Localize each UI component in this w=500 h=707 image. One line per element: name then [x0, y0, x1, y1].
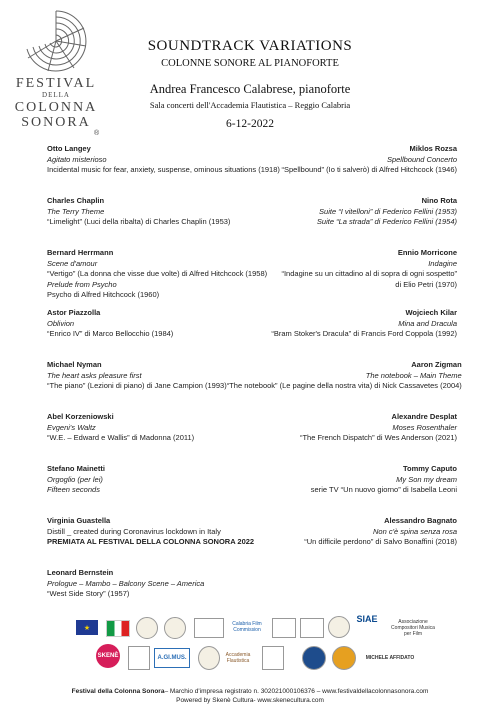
composer-name: Stefano Mainetti: [47, 464, 105, 473]
ministry-emblem-icon: [164, 617, 186, 639]
program-row: [47, 144, 457, 196]
footer-line-2: Powered by Skenè Cultura- www.skenecultura.com: [176, 697, 324, 704]
footer-registration: – Marchio d'impresa registrato n. 302021000106376 – www.festivaldellacolonnasonora.com: [164, 688, 429, 695]
film-credit: Psycho di Alfred Hitchcock (1960): [47, 290, 160, 299]
piece-title: Oblivion: [47, 318, 75, 328]
composer-name: Ennio Morricone: [397, 248, 457, 257]
concert-header: [120, 38, 380, 134]
sponsor-logo: [300, 618, 324, 638]
michele-affidato-logo: MICHELE AFFIDATO: [365, 655, 415, 661]
film-credit: “Bram Stoker's Dracula” di Francis Ford Coppola (1992): [271, 329, 457, 338]
composer-name: Michael Nyman: [47, 360, 102, 369]
piece-title: My Son my dream: [396, 474, 457, 484]
film-credit: “Spellbound” (Io ti salverò) di Alfred Hitchcock (1946): [281, 165, 457, 174]
film-credit: Incidental music for fear, anxiety, suspense, ominous situations (1918): [47, 165, 280, 174]
acmf-logo: Associazione Compositori Musica per Film: [391, 619, 435, 637]
film-credit: “Enrico IV” di Marco Bellocchio (1984): [47, 329, 174, 338]
composer-name: Virginia Guastella: [47, 516, 111, 525]
composer-name: Charles Chaplin: [47, 196, 105, 205]
program-list: [47, 144, 462, 620]
accademia-flautistica-logo: Accademia Flautistica: [225, 652, 251, 664]
anniversary-badge-icon: [328, 616, 350, 638]
program-entry: [252, 196, 457, 248]
film-credit: “Indagine su un cittadino al di sopra di ogni sospetto”: [281, 269, 457, 278]
eu-flag-icon: ★: [76, 620, 98, 635]
award-note: PREMIATA AL FESTIVAL DELLA COLONNA SONORA 2022: [47, 537, 255, 546]
program-entry: [267, 248, 457, 308]
program-entry: [47, 516, 254, 568]
piece-title: Indagine: [428, 258, 457, 268]
program-entry: [47, 144, 280, 196]
program-entry: [227, 360, 462, 412]
program-row: [47, 464, 457, 516]
program-entry: [280, 144, 457, 196]
page-subtitle: COLONNE SONORE AL PIANOFORTE: [161, 58, 339, 69]
program-row: [47, 516, 457, 568]
program-row: [47, 248, 457, 308]
program-entry: [47, 412, 252, 464]
sponsor-logo: [272, 618, 296, 638]
sponsor-logos: [70, 608, 440, 683]
program-row: [47, 360, 462, 412]
skene-logo: SKENÈ: [96, 644, 120, 668]
city-emblem-icon: [198, 646, 220, 670]
concert-date: 6-12-2022: [226, 118, 274, 130]
footer-brand: Festival della Colonna Sonora: [71, 688, 165, 695]
piece-title: Spellbound Concerto: [386, 154, 457, 164]
sponsor-logo: [262, 646, 284, 670]
piece-title: Suite “La strada” di Federico Fellini (1954): [316, 217, 457, 226]
composer-name: Tommy Caputo: [402, 464, 457, 473]
composer-name: Nino Rota: [421, 196, 457, 205]
venue: Sala concerti dell'Accademia Flautistica – Reggio Calabria: [149, 100, 351, 110]
film-credit: “The notebook” (Le pagine della nostra vita) di Nick Cassavetes (2004): [226, 381, 462, 390]
siae-logo: SIAE: [356, 614, 378, 624]
composer-name: Miklos Rozsa: [409, 144, 457, 153]
film-credit: “Vertigo” (La donna che visse due volte) di Alfred Hitchcock (1958): [47, 269, 268, 278]
film-credit: “W.E. – Edward e Wallis” di Madonna (2011): [47, 433, 195, 442]
piece-title: Distill _ created during Coronavirus lockdown in Italy: [47, 526, 221, 536]
program-entry: [252, 308, 457, 360]
logo-wordmark: [8, 76, 104, 130]
program-entry: [252, 412, 457, 464]
piece-title: Prologue – Mambo – Balcony Scene – America: [47, 578, 205, 588]
nautilus-shell-icon: [16, 6, 96, 76]
piece-title: Suite “I vitelloni” di Federico Fellini (1953): [319, 206, 457, 216]
italy-flag-icon: [106, 620, 130, 637]
footer: [0, 687, 500, 705]
page-title: SOUNDTRACK VARIATIONS: [147, 38, 353, 54]
program-row: [47, 412, 457, 464]
festival-logo: [8, 6, 104, 136]
program-entry: [47, 464, 252, 516]
program-row: [47, 308, 457, 360]
registered-mark: ®: [94, 130, 100, 137]
composer-name: Leonard Bernstein: [47, 568, 114, 577]
agimus-logo: A.GI.MUS.: [154, 648, 190, 668]
piece-title: The notebook – Main Theme: [365, 370, 462, 380]
film-credit: serie TV “Un nuovo giorno” di Isabella Leoni: [310, 485, 457, 494]
film-credit: di Elio Petri (1970): [395, 279, 457, 289]
piece-title: Fifteen seconds: [47, 485, 100, 494]
film-credit: “The piano” (Lezioni di piano) di Jane Campion (1993): [47, 381, 227, 390]
film-credit: “West Side Story” (1957): [47, 589, 130, 598]
composer-name: Alexandre Desplat: [391, 412, 457, 421]
logo-line-colonna: COLONNA: [14, 100, 98, 115]
footer-line-1: [0, 687, 500, 696]
composer-name: Wojciech Kilar: [405, 308, 457, 317]
film-credit: “Un difficile perdono” di Salvo Bonaffini (2018): [304, 537, 457, 546]
composer-name: Otto Langey: [47, 144, 91, 153]
program-entry: [254, 516, 457, 568]
republic-emblem-icon: [136, 617, 158, 639]
program-row: [47, 196, 457, 248]
calabria-film-commission-logo: Calabria Film Commission: [232, 621, 262, 633]
program-entry: [47, 196, 252, 248]
piece-title: Agitato misterioso: [47, 154, 107, 164]
sponsor-logo: [128, 646, 150, 670]
logo-line-sonora: SONORA: [21, 115, 91, 130]
composer-name: Bernard Herrmann: [47, 248, 114, 257]
composer-name: Astor Piazzolla: [47, 308, 101, 317]
piece-title: Mina and Dracula: [398, 318, 457, 328]
program-entry: [47, 248, 267, 308]
piece-title: The heart asks pleasure first: [47, 370, 142, 380]
piece-title: Non c'è spina senza rosa: [373, 526, 457, 536]
logo-line-festival: FESTIVAL: [15, 76, 97, 91]
piece-title: Orgoglio (per lei): [47, 474, 103, 484]
film-credit: “Limelight” (Luci della ribalta) di Charles Chaplin (1953): [47, 217, 231, 226]
composer-name: Abel Korzeniowski: [47, 412, 114, 421]
region-logo: [194, 618, 224, 638]
piece-title: The Terry Theme: [47, 206, 105, 216]
round-badge-icon: [332, 646, 356, 670]
piece-title: Evgeni's Waltz: [47, 422, 96, 432]
performer: Andrea Francesco Calabrese, pianoforte: [149, 82, 351, 96]
piece-title: Moses Rosenthaler: [392, 422, 457, 432]
program-entry: [252, 464, 457, 516]
composer-name: Alessandro Bagnato: [384, 516, 457, 525]
piece-title: Scene d'amour: [47, 258, 98, 268]
program-entry: [47, 308, 252, 360]
program-entry: [47, 360, 227, 412]
piece-title: Prelude from Psycho: [47, 279, 117, 289]
film-credit: “The French Dispatch” di Wes Anderson (2021): [299, 433, 457, 442]
logo-line-della: DELLA: [42, 91, 70, 99]
round-badge-icon: [302, 646, 326, 670]
composer-name: Aaron Zigman: [411, 360, 462, 369]
